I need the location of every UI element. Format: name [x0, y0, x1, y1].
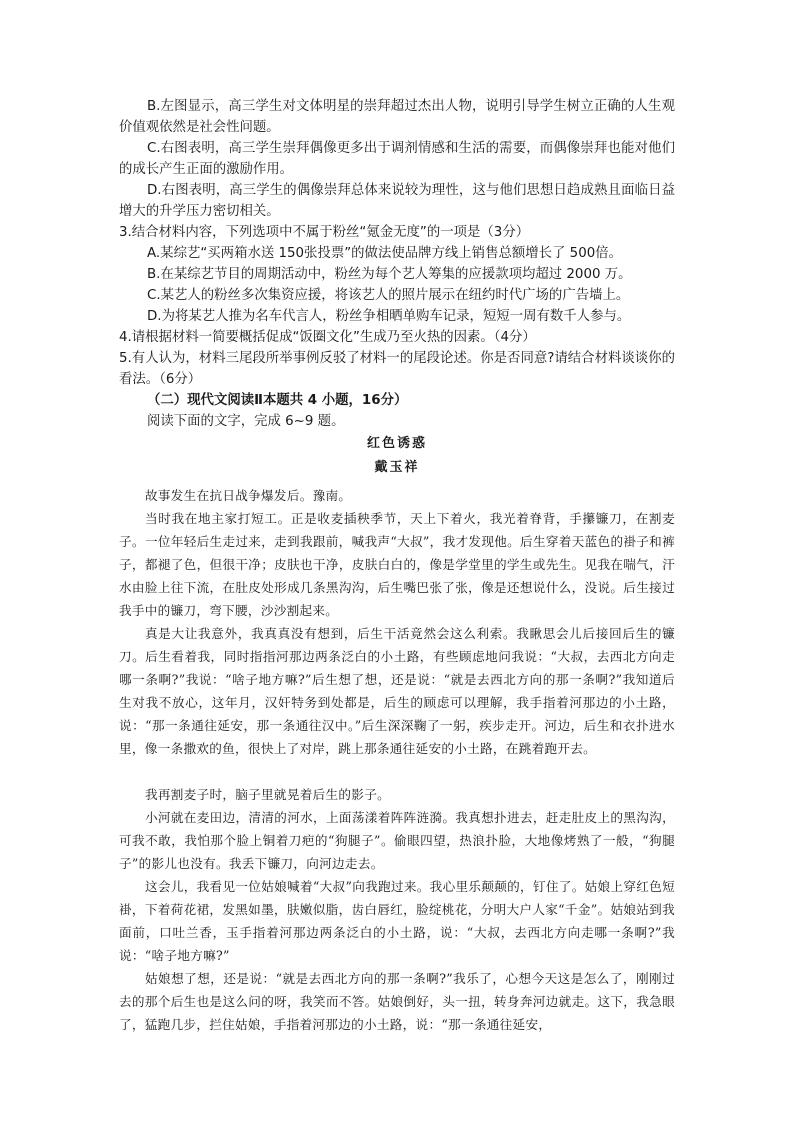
- story-paragraph: 一位年轻后生走过来，走到我跟前，喊我声“大叔”，我才发现他。后生穿着天蓝色的褂子和裤子，都褪了色，但很干净；皮肤也干净，皮肤白白的，像是学堂里的学生或先生。见我在喘气，汗水由脸上往下流，在肚皮处形成几条黑沟沟，后生嘴巴张了张，像是还想说什么，没说。后生接过我手中的镰刀，弯下腰，沙沙割起来。: [119, 534, 675, 618]
- story-paragraph: 真是大让我意外，我真真没有想到，后生干活竟然会这么利索。我瞅思会儿后接回后生的镰刀。后生看着我，同时指指河那边两条泛白的小土路，有些顾虑地问我说：“大叔，去西北方向走哪一条啊?”我说：“啥子地方嘛?”后生想了想，还是说：“就是去西北方向的那一条啊?”我知道后生对我不放心，这年月，汉奸特务到处都是，后生的顾虑可以理解，我手指着河那边的小土路，说：“那一条通往延安，那一条通往汉中。”后生深深鞠了一躬，疾步走开。河边，后生和衣扑进水里，像一条撒欢的鱼，很快上了对岸，跳上那条通往延安的小土路，在跳着跑开去。: [119, 626, 675, 756]
- reading-instruction: 阅读下面的文字，完成 6~9 题。: [147, 414, 345, 429]
- q2-option-b: B.左图显示，高三学生对文体明星的崇拜超过杰出人物，说明引导学生树立正确的人生观价值观依然是社会性问题。: [119, 99, 675, 135]
- story-author: 戴玉祥: [374, 460, 420, 475]
- q3-stem: 3.结合材料内容，下列选项中不属于粉丝“氪金无度”的一项是（3分）: [119, 225, 530, 240]
- story-paragraph: 姑娘想了想，还是说：“就是去西北方向的那一条啊?”我乐了，心想今天这是怎么了，刚刚过去的那个后生也是这么问的呀，我笑而不答。姑娘倒好，头一扭，转身奔河边就走。这下，我急眼了，猛跑几步，拦住姑娘，手指着河那边的小土路，说：“那一条通往延安，: [119, 971, 675, 1032]
- q3-option-a: A.某综艺“买两箱水送 150张投票”的做法使品牌方线上销售总额增长了 500倍。: [147, 246, 623, 261]
- story-paragraph: 故事发生在抗日战争爆发后。豫南。: [145, 488, 352, 503]
- q3-option-b: B.在某综艺节目的周期活动中，粉丝为每个艺人筹集的应援款项均超过 2000 万。: [147, 267, 632, 282]
- q2-option-c: C.右图表明，高三学生崇拜偶像更多出于调剂情感和生活的需要，而偶像崇拜也能对他们的成长产生正面的激励作用。: [119, 141, 675, 177]
- story-paragraph: 这会儿，我看见一位姑娘喊着“大叔”向我跑过来。我心里乐颠颠的，钉住了。姑娘上穿红色短褂，下着荷花裙，发黑如墨，肤嫩似脂，齿白唇红，脸绽桃花，分明大户人家“千金”。姑娘站到我面前，口吐兰香，玉手指着河那边两条泛白的小土路，说：“大叔，去西北方向走哪一条啊?”我说：“啥子地方嘛?”: [119, 879, 675, 963]
- story-title: 红色诱惑: [366, 436, 427, 451]
- q4-question: 4.请根据材料一简要概括促成“饭圈文化”生成乃至火热的因素。（4分）: [119, 330, 536, 345]
- q2-option-d: D.右图表明，高三学生的偶像崇拜总体来说较为理性，这与他们思想日趋成熟且面临日益增大的升学压力密切相关。: [119, 183, 675, 219]
- q3-option-c: C.某艺人的粉丝多次集资应援，将该艺人的照片展示在纽约时代广场的广告墙上。: [147, 288, 630, 303]
- q5-question: 5.有人认为，材料三尾段所举事例反驳了材料一的尾段论述。你是否同意?请结合材料谈谈你的看法。（6分）: [119, 351, 675, 387]
- q3-option-d: D.为将某艺人推为名车代言人，粉丝争相晒单购车记录，短短一周有数千人参与。: [147, 309, 631, 324]
- section-heading: （二）现代文阅读Ⅱ本题共 4 小题，16分）: [147, 393, 408, 408]
- story-paragraph: 当时我在地主家打短工。正是收麦插秧季节，天上下着火，我光着脊背，手攥镰刀，在割麦子。: [119, 511, 675, 549]
- story-paragraph: 小河就在麦田边，清清的河水，上面荡漾着阵阵涟漪。我真想扑进去，赶走肚皮上的黑沟沟，可我不敢，我怕那个脸上铜着刀疤的“狗腿子”。偷眼四望，热浪扑脸，大地像烤熟了一般，“狗腿子”的影儿也没有。我丢下镰刀，向河边走去。: [119, 810, 675, 871]
- story-paragraph: 我再割麦子时，脑子里就晃着后生的影子。: [145, 787, 390, 802]
